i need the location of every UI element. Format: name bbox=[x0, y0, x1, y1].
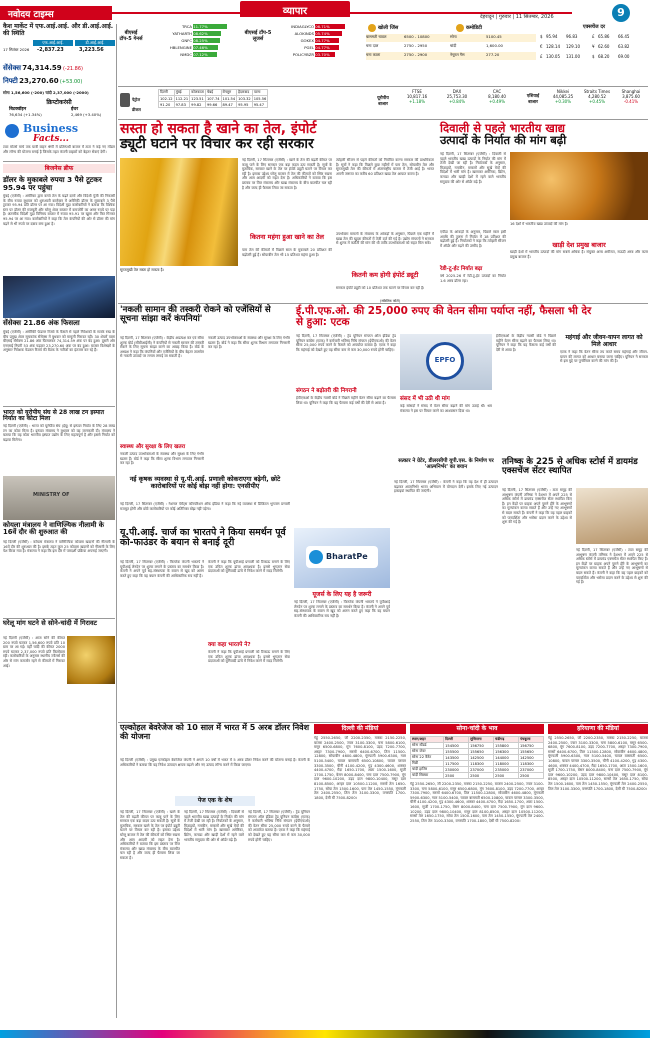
world-index-1: DAX 25,753.30 +0.84% bbox=[446, 89, 468, 104]
gold-header-row: स्थान/शहर दिल्ली लुधियाना चंडीगढ़ पंचकूला bbox=[411, 737, 544, 743]
brief2-text: मुंबई (एजेंसी) : अमेरिकी फेडरल रिजर्व के फैसले से पहले निवेशकों के सतर्क रुख के बीच प्रमुख शेयर सूचकांक सेंसेक्स में बुधवार को मामूली गिरावट रही। 30 शेयरों वाला बीएसई सेंसेक्स 21.86 अंक फिसलकर 74,314.59 अंक पर बंद हुआ। दूसरी ओर एनएसई निफ्टी 53 अंक चढ़कर 23,270.60 अंक पर बंद हुआ। बाजार विशेषज्ञों के अनुसार निवेशक फेडरल रिजर्व की बैठक के नतीजों का इंतजार कर रहे हैं। bbox=[3, 330, 115, 353]
sensex-value: 74,314.59 bbox=[22, 64, 62, 72]
loser-row-2: GOKEX 04.77% bbox=[270, 38, 360, 45]
commodity-box bbox=[366, 24, 536, 64]
bottom-color-bar bbox=[0, 1030, 650, 1038]
brief1-text: मुंबई (एजेंसी) : अमेरिका द्वारा कच्चे तेल के बढ़ते दामों और विदेशी पूंजी की निकासी के बीच रुपया बुधवार को शुरुआती कारोबार में अमेरिकी डॉलर के मुकाबले 3 पैसे टूटकर 95.94 प्रति डॉलर पर आ गया। विदेशी मुद्रा कारोबारियों ने बताया कि वैश्विक स्तर पर डॉलर की मजबूती और घरेलू शेयर बाजार में कमजोरी का असर रुपये पर पड़ा है। अंतरबैंक विदेशी मुद्रा विनिमय बाजार में रुपया 95.91 पर खुला और फिर गिरकर 95.94 पर आ गया। कारोबारियों ने कहा कि तेल कंपनियों की ओर से डॉलर की मांग बढ़ने से भी रुपये पर दबाव बना हुआ है। bbox=[3, 194, 115, 226]
commodity-row-1: चना दाल 2750 - 2950 चांदी 1,600.00 bbox=[366, 43, 503, 48]
delhi-mandi-text: गेहूं 2550-2650, जौ 2200-2350, मक्का 2150-2250, बाजरा 2400-2500, ज्वार 3100-3300, चना 5800-6100, मसूर 6500-6800, मूंग 7600-8100, उड़द 7200-7700, अरहर 7300-7900, सरसों 6400-6700, तिल 11500-12800, सोयाबीन 4600-4800, मूंगफली 5900-6300, ग्वार 5100-5400, चावल बासमती 6500-10800, चावल परमल 3300-3500, चीनी 4100-4200, गुड़ 4300-4600, शक्कर 4400-4700, मैदा 1650-1700, आटा 1500-1600, सूजी 1700-1750, बेसन 8000-8400, चना दाल 7500-7900, मूंग दाल 9600-10200, उड़द दाल 9800-10400, मसूर दाल 8100-8500, अरहर दाल 10500-11200, सरसों तेल 1650-1750, सोया तेल 1500-1600, पाम तेल 1450-1550, मूंगफली तेल 2400-2550, तिल तेल 3100-3300, वनस्पति 1700-1800, देसी घी 7500-8200। bbox=[314, 736, 406, 800]
dateline: देहरादून | गुरुवार | 11 सितम्बर, 2026 bbox=[480, 14, 554, 20]
ether-value: 2,469 (+3.40%) bbox=[71, 112, 102, 117]
gold-silver-title: सोना-चांदी के भाव bbox=[410, 724, 544, 734]
bse-gainers-title: बीएसई टॉप-5 गेनर्स bbox=[119, 30, 143, 42]
loser-row-4: POLICYBZR 03.70% bbox=[270, 52, 360, 59]
sensex-change: (-21.86) bbox=[62, 66, 83, 72]
diesel-row: 91.20 97.83 99.82 99.66 89.47 95.95 95.47 bbox=[159, 102, 268, 108]
page-number: 9 bbox=[617, 6, 625, 19]
fake-goods-text1: नई दिल्ली, 17 सितम्बर (एजेंसी) : केंद्रीय अप्रत्यक्ष कर एवं सीमा शुल्क बोर्ड (सीबीआईसी) ने कंपनियों से नकली सामान की तस्करी रोकने के लिए सूचना साझा करने का आग्रह किया है। बोर्ड के अध्यक्ष ने कहा कि कंपनियों और एजेंसियों के बीच बेहतर तालमेल से नकली उत्पादों पर लगाम लगाई जा सकती है। bbox=[120, 336, 204, 359]
dii-label: डी.आई.आई. bbox=[75, 40, 115, 46]
bitcoin-value: 76,634 (+1.34%) bbox=[9, 112, 42, 117]
table-row: गिन्नी 117500 118300 118000 118300 bbox=[411, 761, 544, 767]
dii-value: 3,223.56 bbox=[79, 47, 104, 53]
divider-v-left bbox=[116, 24, 117, 1018]
world-index-0: FTSE 10,817.16 +1.18% bbox=[406, 89, 428, 104]
tanishq-photo bbox=[576, 488, 648, 544]
asia-index-0: Nikkei 44,085.25 +0.30% bbox=[552, 89, 574, 104]
upi-box-text: नई दिल्ली, 17 सितम्बर (एजेंसी) : फिनटेक कंपनी भारतपे ने यूपीआई लेनदेन पर शुल्क लगाने के प्रस्ताव का समर्थन किया है। कंपनी ने अपने पूर्व सह-संस्थापक के बयान से खुद को अलग करते हुए कहा कि वह बयान कंपनी की आधिकारिक राय नहीं है। bbox=[294, 600, 390, 618]
business-facts-box bbox=[3, 122, 115, 162]
ministry-sign: MINISTRY OF bbox=[33, 492, 70, 498]
delhi-mandi bbox=[314, 724, 406, 1016]
brief2-headline: सेंसेक्स 21.86 अंक फिसला bbox=[3, 319, 80, 327]
sensex-row bbox=[3, 64, 115, 73]
asia-index-2: Shanghai 3,875.60 -0.41% bbox=[621, 89, 641, 104]
fuel-city-row: दिल्ली मुंबई कोलकाता चेन्नई बेंगलुरु हैदराबाद पटना bbox=[159, 90, 268, 96]
currency-box bbox=[540, 24, 648, 74]
gainer-row-4: NMDC 07.12% bbox=[146, 52, 236, 59]
diwali-story bbox=[440, 122, 648, 302]
diwali-headline-red: दिवाली से पहले भारतीय खाद्य bbox=[440, 121, 566, 135]
fake-goods-headline: 'नकली सामान की तस्करी रोकने को एजेंसियों से सूचना सांझा करें कंपनियां' bbox=[120, 305, 271, 325]
section-title: व्यापार bbox=[282, 6, 308, 17]
brief5-text: नई दिल्ली (एजेंसी) : आज सोने की कीमत 200 रुपये घटकर 1,56,600 रुपये प्रति 10 ग्राम पर आ गई। वहीं चांदी की कीमत 2000 रुपये घटकर 2,37,000 रुपये प्रति किलोग्राम रही। कारोबारियों के अनुसार स्थानीय ज्वैलर्स की ओर से मांग कमजोर रहने से कीमतों में गिरावट आई। bbox=[3, 636, 65, 668]
satyam-headline: सत्कार ने ग्रेटेर, डीलरसीपी यूपी.एस. के निर्माण पर 'आत्मनिर्भर' का बयान bbox=[398, 458, 494, 471]
commodity-icon-right bbox=[456, 24, 464, 32]
currency-row-2: £ 130.05 131.00 $ 68.20 69.00 bbox=[540, 54, 630, 59]
oil-bottles-photo bbox=[120, 158, 238, 266]
lead-text-cont: त्योहारी सीजन से पहले कीमतों को नियंत्रित करना सरकार की प्राथमिकता है। सूत्रों ने कहा कि पिछले कुछ महीनों में पाम तेल, सोयाबीन तेल और सूरजमुखी तेल की कीमतों में अंतरराष्ट्रीय बाजार में तेजी आई है। भारत अपनी जरूरत का करीब 60 प्रतिशत खाद्य तेल आयात करता है। bbox=[336, 158, 434, 176]
brief3-text: नई दिल्ली (एजेंसी) : भारत को यूरोपीय संघ (ईयू) से इस्पात निर्यात के लिए 28 लाख टन का कोटा मिला है। इस्पात मंत्रालय ने बुधवार को यह जानकारी दी। मंत्रालय ने बताया कि यह कोटा भारतीय इस्पात उद्योग के लिए महत्वपूर्ण है और इससे निर्यात को बढ़ावा मिलेगा। bbox=[3, 424, 115, 442]
table-row: सोना जेवर 155500 155650 156300 155650 bbox=[411, 749, 544, 755]
epfo-side-text-lead: ईपीएफओ के केंद्रीय न्यासी बोर्ड ने पिछले महीने वेतन सीमा बढ़ाने का फैसला लिया था। यूनियन ने कहा कि यह फैसला कई वर्षों की देरी से आया है। bbox=[496, 334, 556, 352]
asia-index-1: Straits Times 4,280.52 +0.45% bbox=[583, 89, 611, 104]
ministry-photo bbox=[3, 476, 115, 520]
gainer-row-2: GNFC 08.25% bbox=[146, 38, 236, 45]
upi-box-title: यूजर्स के लिए यह है जरूरी bbox=[312, 591, 372, 598]
gold-silver-line: सोना 1,56,600 (-200) चांदी 2,37,000 (-2000) bbox=[3, 90, 89, 95]
facts-logo: Facts... bbox=[33, 134, 69, 144]
business-logo: Business bbox=[23, 122, 79, 135]
fuel-world-strip bbox=[118, 86, 648, 120]
fii-dii-headline: कैश मार्केट में एफ.आई.आई. और डी.आई.आई. की स्थिति bbox=[3, 23, 114, 37]
gold-jewellery-photo bbox=[67, 636, 115, 684]
petrol-row: 102.12 112.21 123.51 107.74 101.54 103.32 105.56 bbox=[160, 96, 267, 101]
tanishq-headline: तनिष्क के 225 से अधिक स्टोर्स में डायमंड एक्सचेंज सेंटर स्थापित bbox=[502, 457, 638, 477]
bse-losers-table bbox=[270, 24, 360, 59]
nifty-row bbox=[3, 77, 115, 86]
sensex-chart-photo bbox=[3, 276, 115, 318]
gold-silver-table bbox=[410, 736, 544, 779]
diwali-headline-black: उत्पादों के निर्यात की मांग बढ़ी bbox=[440, 133, 567, 148]
commodity-row-2: चना काला 2750 - 2900 नेचुरल गैस 277.20 bbox=[366, 52, 536, 60]
upi-headline: यू.पी.आई. चार्ज का भारतपे ने किया समर्थन पूर्व को-फाउंडर के बयान से बनाई दूरी bbox=[120, 527, 286, 549]
table-row: सोना 22 कैरेट 143500 142500 144000 142500 bbox=[411, 755, 544, 761]
european-market-label: यूरोपीय बाजार bbox=[377, 96, 389, 107]
satyam-text: नई दिल्ली, 17 सितम्बर (एजेंसी) : कंपनी ने कहा कि वह देश में ही उत्पादन बढ़ाकर आत्मनिर्भर भारत अभियान में योगदान देगी। इसके लिए नई उत्पादन इकाइयां स्थापित की जाएंगी। bbox=[394, 480, 498, 494]
loser-row-1: ALOKINDS 05.74% bbox=[270, 31, 360, 38]
fuel-icon bbox=[120, 93, 130, 107]
haryana-mandi bbox=[548, 724, 648, 1016]
mid-text: उपभोक्ता मामलों के मंत्रालय के आंकड़ों के अनुसार, पिछले एक महीने में खाद्य तेल की खुदरा कीमतों में तेजी दर्ज की गई है। उद्योग संगठनों ने सरकार से शुल्क में कटौती की मांग की थी ताकि उपभोक्ताओं को राहत मिल सके। bbox=[336, 232, 434, 246]
upi-text1: नई दिल्ली, 17 सितम्बर (एजेंसी) : फिनटेक कंपनी भारतपे ने यूपीआई लेनदेन पर शुल्क लगाने के प्रस्ताव का समर्थन किया है। कंपनी ने अपने पूर्व सह-संस्थापक के बयान से खुद को अलग करते हुए कहा कि वह बयान कंपनी की आधिकारिक राय नहीं है। bbox=[120, 560, 204, 578]
bharatpe-logo-text: BharatPe bbox=[326, 552, 368, 561]
currency-title: एक्सचेंज दर bbox=[582, 24, 606, 30]
epfo-logo-text: EPFO bbox=[434, 356, 456, 364]
epfo-side-text: एटक ने कहा कि वेतन सीमा तय करते समय महंगाई और जीवन-यापन की लागत को आधार बनाया जाना चाहिए। यूनियन ने सरकार से इस मुद्दे पर पुनर्विचार करने की मांग की है। bbox=[560, 350, 648, 364]
epfo-logo-photo bbox=[400, 334, 492, 390]
business-facts-icon bbox=[5, 124, 19, 138]
currency-row-0: $ 95.94 96.83 £ 65.86 66.45 bbox=[540, 34, 630, 39]
table-row: चांदी हाजिर 230000 237000 235000 237000 bbox=[411, 767, 544, 773]
diwali-subhead: रेडी-टू-ईट निर्यात बढ़ा bbox=[440, 266, 483, 272]
upi-text2: कंपनी ने कहा कि यूपीआई प्रणाली को टिकाऊ बनाने के लिए एक उचित शुल्क ढांचा आवश्यक है। इससे भुगतान सेवा प्रदाताओं को बुनियादी ढांचे में निवेश करने में मदद मिलेगी। bbox=[208, 650, 290, 664]
epfo-story bbox=[296, 306, 648, 456]
upi-sub-headline: नई कृषक व्यवस्था से यू.पी.आई. प्रणाली कोकराएगा बढ़ेगी, छोटे कारोबारियों पर कोई बोझ नहीं होगा: एनसीपीए bbox=[129, 475, 281, 491]
epfo-headline: ई.पी.एफ.ओ. की 25,000 रुपए की वेतन सीमा पर्याप्त नहीं, फैसला भी देर से हुआ: एटक bbox=[296, 305, 592, 329]
photo-credit: (संकेतिक फोटो) bbox=[380, 299, 401, 303]
currency-row-1: € 128.14 129.10 ¥ 62.60 63.82 bbox=[540, 44, 630, 49]
gold-silver-box bbox=[410, 724, 544, 1016]
diwali-text2: एपीडा के आंकड़ों के अनुसार, पिछले साल इसी अवधि की तुलना में निर्यात में 18 प्रतिशत की बढ़ोतरी हुई है। निर्यातकों ने कहा कि त्योहारी सीजन में ऑर्डर और बढ़ने की उम्मीद है। bbox=[440, 230, 506, 248]
gulf-text: खाड़ी देशों में भारतीय उत्पादों की मांग सबसे अधिक है। संयुक्त अरब अमीरात, सऊदी अरब और कतर प्रमुख बाजार हैं। bbox=[510, 250, 648, 259]
tanishq-text-cont: नई दिल्ली, 17 सितम्बर (एजेंसी) : टाटा समूह की आभूषण कंपनी तनिष्क ने देशभर में अपने 225 से अधिक स्टोर्स में डायमंड एक्सचेंज सेंटर स्थापित किए हैं। इन केंद्रों पर ग्राहक अपने पुराने हीरे के आभूषणों का मूल्यांकन करवा सकते हैं और उन्हें नए आभूषणों से बदल सकते हैं। कंपनी ने कहा कि यह पहल ग्राहकों को पारदर्शिता और भरोसा प्रदान करने के उद्देश्य से शुरू की गई है। bbox=[576, 548, 648, 585]
gulf-title: खाड़ी देश प्रमुख बाजार bbox=[552, 241, 606, 249]
diwali-text3: वर्ष 2025-26 में रेडी-टू-ईट उत्पादों का निर्यात 1.6 अरब डॉलर रहा। bbox=[440, 274, 506, 283]
fake-goods-story bbox=[120, 306, 290, 526]
haryana-mandi-text: गेहूं 2550-2650, जौ 2200-2350, मक्का 2150-2250, बाजरा 2400-2500, ज्वार 3100-3300, चना 5800-6100, मसूर 6500-6800, मूंग 7600-8100, उड़द 7200-7700, अरहर 7300-7900, सरसों 6400-6700, तिल 11500-12800, सोयाबीन 4600-4800, मूंगफली 5900-6300, ग्वार 5100-5400, चावल बासमती 6500-10800, चावल परमल 3300-3500, चीनी 4100-4200, गुड़ 4300-4600, शक्कर 4400-4700, मैदा 1650-1700, आटा 1500-1600, सूजी 1700-1750, बेसन 8000-8400, चना दाल 7500-7900, मूंग दाल 9600-10200, उड़द दाल 9800-10400, मसूर दाल 8100-8500, अरहर दाल 10500-11200, सरसों तेल 1650-1750, सोया तेल 1500-1600, पाम तेल 1450-1550, मूंगफली तेल 2400-2550, तिल तेल 3100-3300, वनस्पति 1700-1800, देसी घी 7500-8200। bbox=[548, 736, 648, 791]
epfo-text1: नई दिल्ली, 17 सितम्बर (एजेंसी) : ट्रेड यूनियन संगठन ऑल इंडिया ट्रेड यूनियन कांग्रेस (एटक) ने कर्मचारी भविष्य निधि संगठन (ईपीएफओ) की वेतन सीमा 25,000 रुपये करने के फैसले को अपर्याप्त बताया है। एटक ने कहा कि महंगाई को देखते हुए यह सीमा कम से कम 30,000 रुपये होनी चाहिए। bbox=[296, 334, 396, 352]
upi-sub-text: नई दिल्ली, 17 सितम्बर (एजेंसी) : नेशनल पेमेंट्स कॉरपोरेशन ऑफ इंडिया ने कहा कि नई व्यवस्था से डिजिटल भुगतान प्रणाली मजबूत होगी और छोटे कारोबारियों पर कोई अतिरिक्त बोझ नहीं पड़ेगा। bbox=[120, 502, 290, 511]
paper-name: नवोदय टाइम्स bbox=[8, 10, 54, 20]
ether-label: ईथर bbox=[71, 107, 79, 112]
nifty-change: (+53.00) bbox=[59, 79, 83, 85]
box1-title: कितना महंगा हुआ खाने का तेल bbox=[250, 233, 324, 241]
fuel-table bbox=[158, 89, 318, 108]
upi-text1b: कंपनी ने कहा कि यूपीआई प्रणाली को टिकाऊ बनाने के लिए एक उचित शुल्क ढांचा आवश्यक है। इससे भुगतान सेवा प्रदाताओं को बुनियादी ढांचे में निवेश करने में मदद मिलेगी। bbox=[208, 560, 290, 574]
loser-row-3: PGEL 04.77% bbox=[270, 45, 360, 52]
bse-losers-title: बीएसई टॉप-5 लूजर्स bbox=[244, 30, 272, 42]
fake-goods-subhead: स्वास्थ्य और सुरक्षा के लिए खतरा bbox=[120, 444, 186, 450]
page-one-col1: नई दिल्ली, 17 सितम्बर (एजेंसी) : खाने के तेल की बढ़ती कीमत पर काबू पाने के लिए सरकार एक बड़ा कदम उठा सकती है। सूत्रों के मुताबिक, सरकार खाने के तेल पर इंपोर्ट ड्यूटी घटाने पर विचार कर रही है। इसका उद्देश्य घरेलू बाजार में तेल की कीमतों को स्थिर रखना और आम आदमी को राहत देना है। अधिकारियों ने बताया कि इस प्रस्ताव पर वित्त मंत्रालय और खाद्य मंत्रालय के बीच बातचीत चल रही है और जल्द ही फैसला लिया जा सकता है। bbox=[120, 810, 180, 860]
gainer-row-3: HBLENGINE 07.46% bbox=[146, 45, 236, 52]
gainer-row-1: YATHARTH 08.62% bbox=[146, 31, 236, 38]
fake-goods-text2: नकली उत्पाद उपभोक्ताओं के स्वास्थ्य और सुरक्षा के लिए गंभीर खतरा हैं। बोर्ड ने कहा कि सीमा शुल्क विभाग लगातार निगरानी कर रहा है। bbox=[120, 452, 204, 466]
delhi-mandi-title: दिल्ली की मंडियां bbox=[314, 724, 406, 734]
nifty-label: निफ्टी bbox=[3, 77, 18, 85]
diwali-text1: नई दिल्ली, 17 सितम्बर (एजेंसी) : दिवाली से पहले भारतीय खाद्य उत्पादों के निर्यात की मांग में तेजी देखी जा रही है। निर्यातकों के अनुसार, मिठाइयों, नमकीन, मसालों और सूखे मेवों की विदेशों में भारी मांग है। खासकर अमेरिका, ब्रिटेन, कनाडा और खाड़ी देशों में रहने वाले भारतीय समुदाय की ओर से ऑर्डर बढ़े हैं। bbox=[440, 152, 506, 184]
fuel-price-table bbox=[158, 89, 268, 108]
epfo-side-title: महंगाई और जीवन-यापन लागत को मिले आधार bbox=[565, 334, 643, 348]
table-row: चांदी सिक्का 2500 2500 2500 2500 bbox=[411, 773, 544, 779]
sweets-photo bbox=[510, 152, 648, 220]
commodity-title-2: कमोडिटी bbox=[466, 25, 482, 31]
sensex-label: सेंसेक्स bbox=[3, 64, 21, 72]
alcohol-text: नई दिल्ली (एजेंसी) : प्रमुख एल्कोहल बेवरेजेज कंपनी ने अगले 10 वर्षों में भारत में 5 अरब डॉलर निवेश करने की योजना बनाई है। कंपनी के अधिकारियों ने बताया कि यह निवेश उत्पादन क्षमता बढ़ाने और नए उत्पाद लॉन्च करने में किया जाएगा। bbox=[120, 758, 310, 767]
tanishq-text: नई दिल्ली, 17 सितम्बर (एजेंसी) : टाटा समूह की आभूषण कंपनी तनिष्क ने देशभर में अपने 225 से अधिक स्टोर्स में डायमंड एक्सचेंज सेंटर स्थापित किए हैं। इन केंद्रों पर ग्राहक अपने पुराने हीरे के आभूषणों का मूल्यांकन करवा सकते हैं और उन्हें नए आभूषणों से बदल सकते हैं। कंपनी ने कहा कि यह पहल ग्राहकों को पारदर्शिता और भरोसा प्रदान करने के उद्देश्य से शुरू की गई है। bbox=[502, 488, 572, 525]
brief3-headline: भारत को यूरोपीय संघ से 28 लाख टन इस्पात निर्यात का कोटा मिला bbox=[3, 409, 105, 423]
epfo-subhead: संगठन ने बढ़ोतरी की निगरानी bbox=[296, 386, 396, 394]
satyam-box bbox=[394, 458, 498, 720]
bse-gainers-table bbox=[146, 24, 236, 59]
page-one-remainder bbox=[120, 796, 310, 1016]
upi-subhead: क्या कहा भारतपे ने? bbox=[208, 642, 251, 648]
fii-dii-table bbox=[3, 40, 115, 60]
bharatpe-photo bbox=[294, 528, 390, 588]
box1-text: पाम तेल की कीमतों में पिछले साल के मुकाबले 20 प्रतिशत की बढ़ोतरी हुई है। सोयाबीन तेल भी 15 प्रतिशत महंगा हुआ है। bbox=[242, 248, 332, 257]
table-row: सोना स्टैंडर्ड 154500 156750 155800 156750 bbox=[411, 743, 544, 749]
world-index-2: CAC 8,180.40 +0.49% bbox=[488, 89, 506, 104]
facts-text: टाटा मोटर्स मार्च तक यात्री वाहन श्रेणी में प्रतिस्पर्धी बाजार में टाटा ने कई नए मॉडल और लॉन्च की योजना बनाई है जिसके तहत कंपनी ग्राहकों को बेहतर सेवाएं देगी। bbox=[3, 145, 115, 154]
brief-divider bbox=[3, 406, 115, 407]
fake-goods-text1b: नकली उत्पाद उपभोक्ताओं के स्वास्थ्य और सुरक्षा के लिए गंभीर खतरा हैं। बोर्ड ने कहा कि सीमा शुल्क विभाग लगातार निगरानी कर रहा है। bbox=[208, 336, 290, 350]
divider-h-1 bbox=[118, 303, 648, 304]
asian-market-label: एशियाई बाजार bbox=[526, 94, 540, 105]
commodity-title-1: खोली जिंस bbox=[378, 25, 399, 31]
loser-row-0: INDIAGLYCO 06.71% bbox=[270, 24, 360, 31]
fii-value: -2,837.23 bbox=[37, 47, 64, 53]
epfo-side-box bbox=[496, 334, 648, 454]
petrol-label: पेट्रोल bbox=[132, 97, 141, 102]
page-one-col3: नई दिल्ली, 17 सितम्बर (एजेंसी) : ट्रेड यूनियन संगठन ऑल इंडिया ट्रेड यूनियन कांग्रेस (एटक) ने कर्मचारी भविष्य निधि संगठन (ईपीएफओ) की वेतन सीमा 25,000 रुपये करने के फैसले को अपर्याप्त बताया है। एटक ने कहा कि महंगाई को देखते हुए यह सीमा कम से कम 30,000 रुपये होनी चाहिए। bbox=[248, 810, 310, 842]
left-column bbox=[3, 24, 115, 1024]
gainer-row-0: TRCA 11.77% bbox=[146, 24, 236, 31]
tanishq-story bbox=[502, 458, 648, 720]
commodity-row-0: बासमती चावल 6500 - 10800 सोना 5100.45 bbox=[366, 34, 536, 42]
crypto-title: क्रिप्टोकरंसी bbox=[46, 99, 72, 106]
epfo-text2: ईपीएफओ के केंद्रीय न्यासी बोर्ड ने पिछले महीने वेतन सीमा बढ़ाने का फैसला लिया था। यूनियन ने कहा कि यह फैसला कई वर्षों की देरी से आया है। bbox=[296, 396, 396, 454]
fii-label: एफ.आई.आई. bbox=[33, 40, 73, 46]
brief-title: बिजनेस ब्रीफ bbox=[3, 164, 115, 173]
epfo-right-text: कई सांसदों ने संसद में वेतन सीमा बढ़ाने की मांग उठाई थी। श्रम मंत्रालय ने इस पर विचार करने का आश्वासन दिया था। bbox=[400, 404, 492, 413]
top-markets bbox=[118, 24, 648, 84]
bitcoin-label: बिटक्वॉइन bbox=[9, 107, 27, 112]
haryana-mandi-title: हरियाणा की मंडियां bbox=[548, 724, 648, 734]
brief4-text: नई दिल्ली (एजेंसी) : कोयला मंत्रालय ने वाणिज्यिक कोयला खदानों की नीलामी के 16वें दौर की शुरुआत की है। इसके तहत कुल 25 कोयला खदानों को नीलामी के लिए पेश किया गया है। मंत्रालय ने कहा कि इस दौर में पारदर्शी प्रक्रिया अपनाई जाएगी। bbox=[3, 540, 115, 554]
epfo-right-subhead: संसद में भी उठी थी मांग bbox=[400, 396, 450, 402]
box2-text: सरकार इंपोर्ट ड्यूटी को 10 प्रतिशत तक घटाने पर विचार कर रही है। bbox=[336, 286, 425, 290]
oil-photo-caption: सूरजमुखी तेल सस्ता हो सकता है। bbox=[120, 268, 164, 272]
gold-mandi-text: गेहूं 2550-2650, जौ 2200-2350, मक्का 2150-2250, बाजरा 2400-2500, ज्वार 3100-3300, चना 5800-6100, मसूर 6500-6800, मूंग 7600-8100, उड़द 7200-7700, अरहर 7300-7900, सरसों 6400-6700, तिल 11500-12800, सोयाबीन 4600-4800, मूंगफली 5900-6300, ग्वार 5100-5400, चावल बासमती 6500-10800, चावल परमल 3300-3500, चीनी 4100-4200, गुड़ 4300-4600, शक्कर 4400-4700, मैदा 1650-1700, आटा 1500-1600, सूजी 1700-1750, बेसन 8000-8400, चना दाल 7500-7900, मूंग दाल 9600-10200, उड़द दाल 9800-10400, मसूर दाल 8100-8500, अरहर दाल 10500-11200, सरसों तेल 1650-1750, सोया तेल 1500-1600, पाम तेल 1450-1550, मूंगफली तेल 2400-2550, तिल तेल 3100-3300, वनस्पति 1700-1800, देसी घी 7500-8200। bbox=[410, 782, 544, 823]
page-one-title: पेज एक के शेष bbox=[175, 796, 255, 806]
brief1-headline: डॉलर के मुकाबले रुपया 3 पैसे टूटकर 95.94 पर पहुंचा bbox=[3, 175, 102, 192]
bharatpe-logo-dot bbox=[309, 550, 323, 564]
masthead bbox=[0, 0, 650, 22]
alcohol-headline: एल्कोहल बेवरेजेज को 10 साल में भारत में 5 अरब डॉलर निवेश की योजना bbox=[120, 723, 310, 741]
page-one-col2: नई दिल्ली, 17 सितम्बर (एजेंसी) : दिवाली से पहले भारतीय खाद्य उत्पादों के निर्यात की मांग में तेजी देखी जा रही है। निर्यातकों के अनुसार, मिठाइयों, नमकीन, मसालों और सूखे मेवों की विदेशों में भारी मांग है। खासकर अमेरिका, ब्रिटेन, कनाडा और खाड़ी देशों में रहने वाले भारतीय समुदाय की ओर से ऑर्डर बढ़े हैं। bbox=[184, 810, 244, 842]
lead-headline-black: ड्यूटी घटाने पर विचार कर रही सरकार bbox=[120, 136, 314, 153]
brief4-headline: कोयला मंत्रालय ने वाणिज्यिक नीलामी के 16वें दौर की शुरुआत की bbox=[3, 521, 104, 537]
diesel-label: डीजल bbox=[132, 107, 141, 112]
lead-story bbox=[120, 122, 435, 302]
fii-dii-date: 17 सितंबर 2026 bbox=[3, 47, 30, 52]
lead-text-main: नई दिल्ली, 17 सितम्बर (एजेंसी) : खाने के तेल की बढ़ती कीमत पर काबू पाने के लिए सरकार एक बड़ा कदम उठा सकती है। सूत्रों के मुताबिक, सरकार खाने के तेल पर इंपोर्ट ड्यूटी घटाने पर विचार कर रही है। इसका उद्देश्य घरेलू बाजार में तेल की कीमतों को स्थिर रखना और आम आदमी को राहत देना है। अधिकारियों ने बताया कि इस प्रस्ताव पर वित्त मंत्रालय और खाद्य मंत्रालय के बीच बातचीत चल रही है और जल्द ही फैसला लिया जा सकता है। bbox=[242, 158, 332, 190]
crypto-box bbox=[3, 98, 115, 120]
lead-headline-red: सस्ता हो सकता है खाने का तेल, इंपोर्ट bbox=[120, 121, 317, 137]
commodity-icon-left bbox=[368, 24, 376, 32]
brief5-headline: घरेलू मांग घटने से सोने-चांदी में गिरावट bbox=[3, 619, 97, 627]
nifty-value: 23,270.60 bbox=[19, 77, 59, 85]
diwali-photo-caption: 16 देशों में भारतीय खाद्य उत्पादों की मांग है। bbox=[510, 222, 568, 226]
box2-title: कितनी कम होगी इंपोर्ट ड्यूटी bbox=[351, 271, 419, 279]
upi-story bbox=[120, 528, 390, 720]
